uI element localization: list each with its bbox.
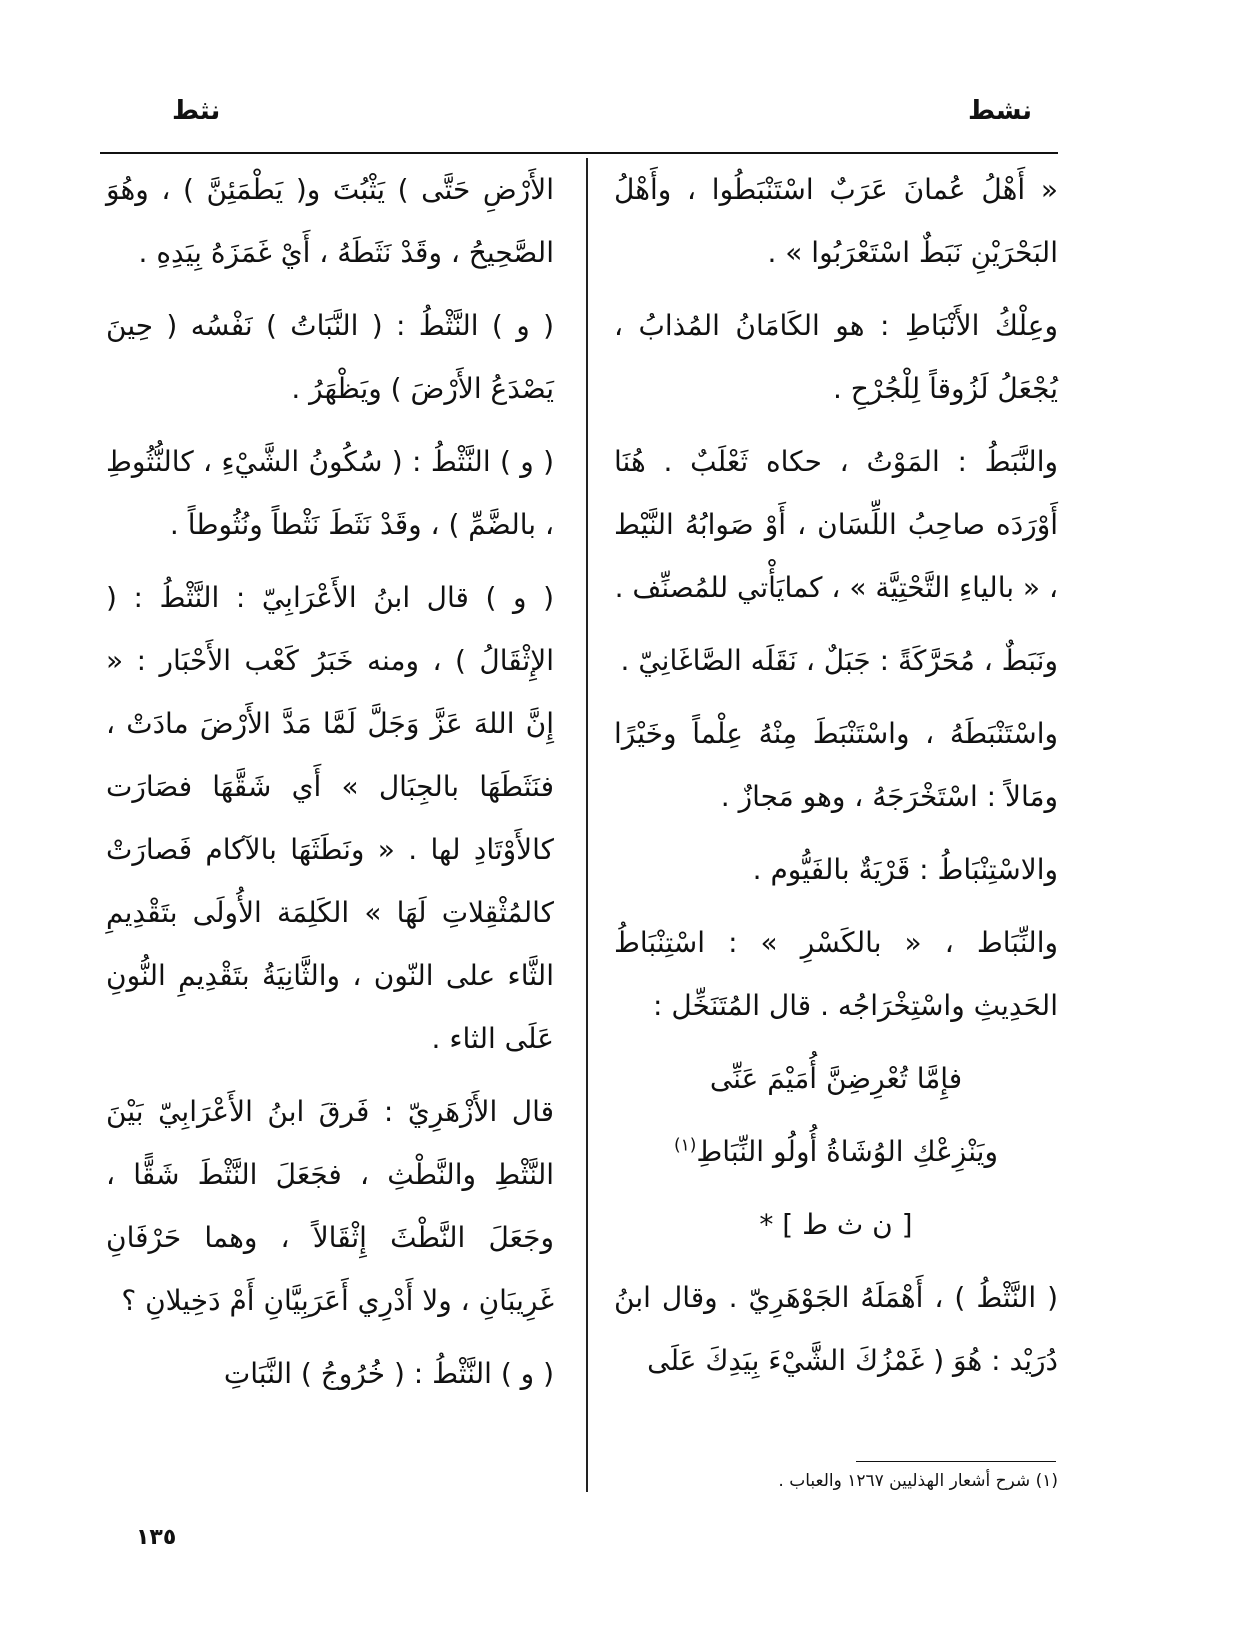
right-paragraph-5: واسْتَنْبَطَهُ ، واسْتَنْبَطَ مِنْهُ عِلْماً وخَيْرًا ومَالاً : اسْتَخْرَجَهُ ، وهو مَجازٌ . (614, 717, 1058, 813)
left-paragraph-1: الأَرْضِ حَتَّى ) يَثْبُتَ و( يَطْمَئِنَّ ) ، وهُوَ الصَّحِيحُ ، وقَدْ نَثَطَهُ ، أَيْ غَمَزَهُ بِيَدِهِ . (106, 173, 554, 269)
left-paragraph-5: قال الأَزْهَرِيّ : فَرقَ ابنُ الأَعْرَابِيّ بَيْنَ النَّثْطِ والنَّطْثِ ، فجَعَلَ النَّثْطَ شَقًّا ، وجَعَلَ النَّطْثَ إِثْقَالاً ، وهما حَرْفَانِ غَرِيبَانِ ، ولا أَدْرِي أَعَرَبِيَّانِ أَمْ دَخِيلانِ ؟ (106, 1095, 554, 1317)
right-paragraph-3: والنَّبَطُ : المَوْتُ ، حكاه ثَعْلَبٌ . هُنَا أَوْرَدَه صاحِبُ اللِّسَان ، أَوْ صَوابُهُ النَّيْط ، « بالياءِ التَّحْتِيَّة » ، كمايَأْتي للمُصنِّف . (614, 445, 1058, 604)
right-paragraph-7: والنِّبَاط ، « بالكَسْرِ » : اسْتِنْبَاطُ الحَدِيثِ واسْتِخْرَاجُه . قال المُتَنَخِّل : (614, 926, 1058, 1022)
right-paragraph-8: ( النَّثْطُ ) ، أَهْمَلَهُ الجَوْهَرِيّ . وقال ابنُ دُرَيْد : هُوَ ( غَمْزُكَ الشَّيْءَ بِيَدِكَ عَلَى (614, 1281, 1058, 1377)
page-number: ١٣٥ (136, 1525, 177, 1550)
right-column (614, 158, 1058, 1402)
column-divider (586, 158, 588, 1492)
left-paragraph-6: ( و ) النَّثْطُ : ( خُرُوجُ ) النَّبَاتِ (223, 1357, 554, 1390)
left-column (106, 158, 554, 1415)
verse-line-2-text: ويَنْزِعْكِ الوُشَاةُ أُولُو النِّبَاطِ (696, 1135, 998, 1168)
left-paragraph-3: ( و ) النَّثْطُ : ( سُكُونُ الشَّيْءِ ، كالنُّثُوطِ ، بالضَّمِّ ) ، وقَدْ نَثَطَ نَثْطاً ونُثُوطاً . (106, 445, 554, 541)
verse-line-2 (614, 1120, 1058, 1183)
root-heading: [ ن ث ط ] * (759, 1208, 913, 1241)
header-rule (100, 152, 1058, 154)
footnote-marker: (١) (673, 1135, 697, 1156)
footnote-rule (856, 1461, 1056, 1462)
verse-line-1: فإِمَّا تُعْرِضِنَّ أُمَيْمَ عَنِّى (709, 1062, 963, 1095)
right-paragraph-2: وعِلْكُ الأَنْبَاطِ : هو الكَامَانُ المُذابُ ، يُجْعَلُ لَزُوقاً لِلْجُرْحِ . (614, 309, 1058, 405)
right-paragraph-1: « أَهْلُ عُمانَ عَرَبٌ اسْتَنْبَطُوا ، وأَهْلُ البَحْرَيْنِ نَبَطٌ اسْتَعْرَبُوا » . (614, 173, 1058, 269)
left-paragraph-4: ( و ) قال ابنُ الأَعْرَابِيّ : النَّثْطُ : ( الإِثْقَالُ ) ، ومنه خَبَرُ كَعْب الأَحْبَار : « إِنَّ اللهَ عَزَّ وَجَلَّ لَمَّا مَدَّ الأَرْضَ مادَتْ ، فنَثَطَهَا بالجِبَال » أَي شَقَّهَا فصَارَت كالأَوْتَادِ لها . « ونَطَثَهَا بالآكام فَصارَتْ كالمُثْقِلاتِ لَهَا » الكَلِمَة الأُولَى بتَقْدِيمِ الثَّاء على النّون ، والثَّانِيَةُ بتَقْدِيمِ النُّونِ عَلَى الثاء . (106, 581, 554, 1055)
running-head-right: نشط (968, 96, 1033, 126)
right-paragraph-4: ونَبَطٌ ، مُحَرَّكَةً : جَبَلٌ ، نَقَلَه الصَّاغَانِيّ . (620, 644, 1058, 677)
left-paragraph-2: ( و ) النَّثْطُ : ( النَّبَاتُ ) نَفْسُه ( حِينَ يَصْدَعُ الأَرْضَ ) ويَظْهَرُ . (106, 309, 554, 405)
footnote: (١) شرح أشعار الهذليين ١٢٦٧ والعباب . (778, 1471, 1058, 1491)
right-paragraph-6: والاسْتِنْبَاطُ : قَرْيَةٌ بالفَيُّوم . (752, 853, 1058, 886)
running-head-left: نثط (172, 96, 221, 126)
